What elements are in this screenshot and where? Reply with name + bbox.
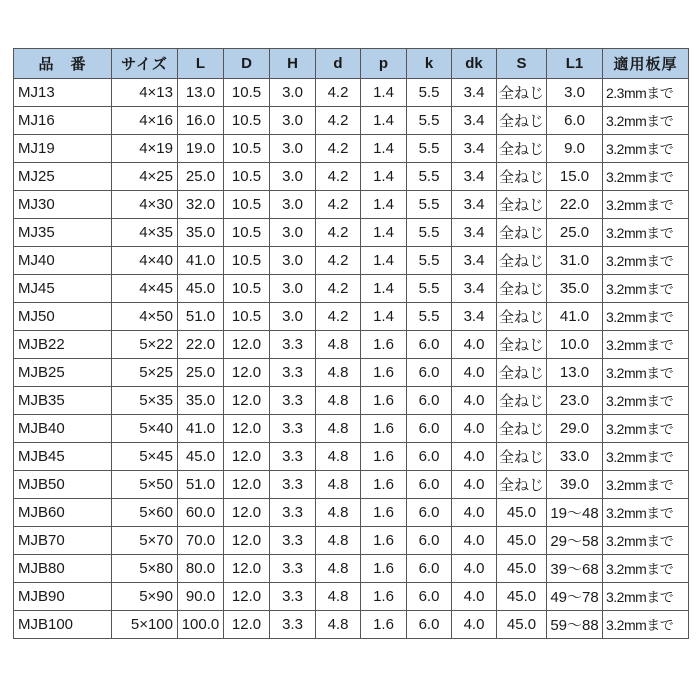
header-dk: dk xyxy=(452,49,497,79)
header-row xyxy=(14,49,689,79)
p-cell: 1.4 xyxy=(361,79,407,107)
L1-cell: 15.0 xyxy=(547,163,603,191)
k-cell: 5.5 xyxy=(407,107,452,135)
plate-thickness-cell: 3.2mmまで xyxy=(603,471,689,499)
d-cell: 4.8 xyxy=(316,415,361,443)
size-cell: 4×35 xyxy=(112,219,178,247)
k-cell: 5.5 xyxy=(407,219,452,247)
p-cell: 1.6 xyxy=(361,387,407,415)
S-cell: 全ねじ xyxy=(497,331,547,359)
size-cell: 5×50 xyxy=(112,471,178,499)
L-cell: 45.0 xyxy=(178,443,224,471)
table-row xyxy=(14,415,689,443)
L1-cell: 39.0 xyxy=(547,471,603,499)
size-cell: 4×45 xyxy=(112,275,178,303)
part-number-cell: MJB90 xyxy=(14,583,112,611)
dk-cell: 3.4 xyxy=(452,191,497,219)
S-cell: 45.0 xyxy=(497,555,547,583)
part-number-cell: MJ40 xyxy=(14,247,112,275)
L1-cell: 29.0 xyxy=(547,415,603,443)
d-cell: 4.8 xyxy=(316,387,361,415)
D-cell: 10.5 xyxy=(224,247,270,275)
dk-cell: 3.4 xyxy=(452,275,497,303)
L-cell: 19.0 xyxy=(178,135,224,163)
dk-cell: 3.4 xyxy=(452,107,497,135)
S-cell: 全ねじ xyxy=(497,135,547,163)
d-cell: 4.8 xyxy=(316,583,361,611)
dk-cell: 3.4 xyxy=(452,219,497,247)
p-cell: 1.4 xyxy=(361,191,407,219)
part-number-cell: MJ45 xyxy=(14,275,112,303)
p-cell: 1.6 xyxy=(361,359,407,387)
plate-thickness-cell: 3.2mmまで xyxy=(603,247,689,275)
part-number-cell: MJ25 xyxy=(14,163,112,191)
table-row xyxy=(14,555,689,583)
part-number-cell: MJ30 xyxy=(14,191,112,219)
part-number-cell: MJB40 xyxy=(14,415,112,443)
size-cell: 4×40 xyxy=(112,247,178,275)
d-cell: 4.2 xyxy=(316,191,361,219)
S-cell: 全ねじ xyxy=(497,219,547,247)
p-cell: 1.6 xyxy=(361,583,407,611)
plate-thickness-cell: 3.2mmまで xyxy=(603,163,689,191)
L1-cell: 23.0 xyxy=(547,387,603,415)
k-cell: 5.5 xyxy=(407,191,452,219)
dk-cell: 4.0 xyxy=(452,499,497,527)
H-cell: 3.0 xyxy=(270,219,316,247)
S-cell: 45.0 xyxy=(497,527,547,555)
size-cell: 4×30 xyxy=(112,191,178,219)
plate-thickness-cell: 3.2mmまで xyxy=(603,275,689,303)
table-row xyxy=(14,527,689,555)
H-cell: 3.0 xyxy=(270,191,316,219)
S-cell: 全ねじ xyxy=(497,415,547,443)
S-cell: 全ねじ xyxy=(497,443,547,471)
L-cell: 80.0 xyxy=(178,555,224,583)
p-cell: 1.4 xyxy=(361,303,407,331)
plate-thickness-cell: 3.2mmまで xyxy=(603,135,689,163)
table-row xyxy=(14,247,689,275)
L1-cell: 35.0 xyxy=(547,275,603,303)
plate-thickness-cell: 3.2mmまで xyxy=(603,387,689,415)
header-L1: L1 xyxy=(547,49,603,79)
table-header xyxy=(14,49,689,79)
D-cell: 12.0 xyxy=(224,611,270,639)
L1-cell: 19～48 xyxy=(547,499,603,527)
d-cell: 4.2 xyxy=(316,219,361,247)
D-cell: 10.5 xyxy=(224,275,270,303)
L-cell: 45.0 xyxy=(178,275,224,303)
spec-table xyxy=(13,48,689,639)
D-cell: 12.0 xyxy=(224,471,270,499)
k-cell: 6.0 xyxy=(407,583,452,611)
L-cell: 41.0 xyxy=(178,415,224,443)
D-cell: 10.5 xyxy=(224,219,270,247)
header-k: k xyxy=(407,49,452,79)
p-cell: 1.6 xyxy=(361,443,407,471)
L-cell: 41.0 xyxy=(178,247,224,275)
L-cell: 22.0 xyxy=(178,331,224,359)
table-row xyxy=(14,387,689,415)
header-D: D xyxy=(224,49,270,79)
k-cell: 5.5 xyxy=(407,163,452,191)
size-cell: 5×45 xyxy=(112,443,178,471)
d-cell: 4.2 xyxy=(316,79,361,107)
S-cell: 全ねじ xyxy=(497,359,547,387)
k-cell: 6.0 xyxy=(407,499,452,527)
L1-cell: 33.0 xyxy=(547,443,603,471)
H-cell: 3.3 xyxy=(270,527,316,555)
d-cell: 4.8 xyxy=(316,359,361,387)
table-body xyxy=(14,79,689,639)
L1-cell: 6.0 xyxy=(547,107,603,135)
plate-thickness-cell: 3.2mmまで xyxy=(603,191,689,219)
plate-thickness-cell: 3.2mmまで xyxy=(603,359,689,387)
plate-thickness-cell: 3.2mmまで xyxy=(603,555,689,583)
D-cell: 12.0 xyxy=(224,331,270,359)
part-number-cell: MJB100 xyxy=(14,611,112,639)
dk-cell: 4.0 xyxy=(452,331,497,359)
header-size: サイズ xyxy=(112,49,178,79)
S-cell: 全ねじ xyxy=(497,79,547,107)
table-row xyxy=(14,163,689,191)
size-cell: 5×22 xyxy=(112,331,178,359)
part-number-cell: MJ16 xyxy=(14,107,112,135)
L-cell: 90.0 xyxy=(178,583,224,611)
dk-cell: 3.4 xyxy=(452,303,497,331)
part-number-cell: MJB80 xyxy=(14,555,112,583)
size-cell: 4×25 xyxy=(112,163,178,191)
plate-thickness-cell: 3.2mmまで xyxy=(603,107,689,135)
part-number-cell: MJB35 xyxy=(14,387,112,415)
L-cell: 100.0 xyxy=(178,611,224,639)
size-cell: 5×35 xyxy=(112,387,178,415)
d-cell: 4.2 xyxy=(316,163,361,191)
L-cell: 32.0 xyxy=(178,191,224,219)
plate-thickness-cell: 3.2mmまで xyxy=(603,499,689,527)
d-cell: 4.2 xyxy=(316,107,361,135)
S-cell: 全ねじ xyxy=(497,107,547,135)
size-cell: 4×50 xyxy=(112,303,178,331)
dk-cell: 4.0 xyxy=(452,471,497,499)
H-cell: 3.0 xyxy=(270,163,316,191)
plate-thickness-cell: 3.2mmまで xyxy=(603,527,689,555)
plate-thickness-cell: 3.2mmまで xyxy=(603,611,689,639)
D-cell: 12.0 xyxy=(224,415,270,443)
dk-cell: 4.0 xyxy=(452,415,497,443)
table-row xyxy=(14,107,689,135)
header-S: S xyxy=(497,49,547,79)
L-cell: 13.0 xyxy=(178,79,224,107)
S-cell: 45.0 xyxy=(497,499,547,527)
plate-thickness-cell: 3.2mmまで xyxy=(603,303,689,331)
dk-cell: 4.0 xyxy=(452,359,497,387)
p-cell: 1.6 xyxy=(361,527,407,555)
k-cell: 6.0 xyxy=(407,415,452,443)
k-cell: 6.0 xyxy=(407,443,452,471)
dk-cell: 3.4 xyxy=(452,135,497,163)
H-cell: 3.0 xyxy=(270,275,316,303)
k-cell: 6.0 xyxy=(407,331,452,359)
part-number-cell: MJB45 xyxy=(14,443,112,471)
part-number-cell: MJB70 xyxy=(14,527,112,555)
D-cell: 12.0 xyxy=(224,555,270,583)
H-cell: 3.0 xyxy=(270,247,316,275)
d-cell: 4.8 xyxy=(316,499,361,527)
header-part-number: 品 番 xyxy=(14,49,112,79)
d-cell: 4.8 xyxy=(316,611,361,639)
size-cell: 5×90 xyxy=(112,583,178,611)
table-row xyxy=(14,303,689,331)
H-cell: 3.3 xyxy=(270,331,316,359)
d-cell: 4.2 xyxy=(316,135,361,163)
H-cell: 3.3 xyxy=(270,471,316,499)
p-cell: 1.6 xyxy=(361,471,407,499)
d-cell: 4.8 xyxy=(316,443,361,471)
size-cell: 4×19 xyxy=(112,135,178,163)
L1-cell: 41.0 xyxy=(547,303,603,331)
dk-cell: 3.4 xyxy=(452,247,497,275)
part-number-cell: MJ19 xyxy=(14,135,112,163)
D-cell: 10.5 xyxy=(224,191,270,219)
H-cell: 3.0 xyxy=(270,303,316,331)
L-cell: 70.0 xyxy=(178,527,224,555)
S-cell: 45.0 xyxy=(497,611,547,639)
D-cell: 10.5 xyxy=(224,79,270,107)
header-p: p xyxy=(361,49,407,79)
table-row xyxy=(14,191,689,219)
plate-thickness-cell: 3.2mmまで xyxy=(603,583,689,611)
H-cell: 3.3 xyxy=(270,555,316,583)
S-cell: 全ねじ xyxy=(497,191,547,219)
k-cell: 6.0 xyxy=(407,359,452,387)
header-d: d xyxy=(316,49,361,79)
d-cell: 4.2 xyxy=(316,247,361,275)
k-cell: 5.5 xyxy=(407,135,452,163)
S-cell: 全ねじ xyxy=(497,303,547,331)
H-cell: 3.3 xyxy=(270,387,316,415)
table-row xyxy=(14,79,689,107)
p-cell: 1.4 xyxy=(361,135,407,163)
d-cell: 4.8 xyxy=(316,471,361,499)
S-cell: 45.0 xyxy=(497,583,547,611)
H-cell: 3.3 xyxy=(270,415,316,443)
size-cell: 5×40 xyxy=(112,415,178,443)
table-row xyxy=(14,359,689,387)
header-L: L xyxy=(178,49,224,79)
size-cell: 5×60 xyxy=(112,499,178,527)
D-cell: 12.0 xyxy=(224,387,270,415)
size-cell: 4×16 xyxy=(112,107,178,135)
part-number-cell: MJ35 xyxy=(14,219,112,247)
part-number-cell: MJ13 xyxy=(14,79,112,107)
d-cell: 4.2 xyxy=(316,275,361,303)
D-cell: 12.0 xyxy=(224,443,270,471)
d-cell: 4.2 xyxy=(316,303,361,331)
L-cell: 51.0 xyxy=(178,303,224,331)
S-cell: 全ねじ xyxy=(497,247,547,275)
L-cell: 51.0 xyxy=(178,471,224,499)
header-plate-thickness: 適用板厚 xyxy=(603,49,689,79)
k-cell: 5.5 xyxy=(407,303,452,331)
p-cell: 1.6 xyxy=(361,415,407,443)
k-cell: 6.0 xyxy=(407,387,452,415)
D-cell: 10.5 xyxy=(224,107,270,135)
D-cell: 10.5 xyxy=(224,135,270,163)
S-cell: 全ねじ xyxy=(497,275,547,303)
p-cell: 1.4 xyxy=(361,247,407,275)
H-cell: 3.0 xyxy=(270,135,316,163)
table-row xyxy=(14,443,689,471)
p-cell: 1.4 xyxy=(361,219,407,247)
header-H: H xyxy=(270,49,316,79)
table-row xyxy=(14,583,689,611)
H-cell: 3.0 xyxy=(270,107,316,135)
d-cell: 4.8 xyxy=(316,527,361,555)
dk-cell: 4.0 xyxy=(452,387,497,415)
H-cell: 3.3 xyxy=(270,499,316,527)
size-cell: 5×70 xyxy=(112,527,178,555)
L1-cell: 29～58 xyxy=(547,527,603,555)
dk-cell: 3.4 xyxy=(452,79,497,107)
k-cell: 5.5 xyxy=(407,275,452,303)
H-cell: 3.3 xyxy=(270,443,316,471)
table-row xyxy=(14,471,689,499)
part-number-cell: MJB25 xyxy=(14,359,112,387)
plate-thickness-cell: 3.2mmまで xyxy=(603,415,689,443)
D-cell: 10.5 xyxy=(224,163,270,191)
p-cell: 1.4 xyxy=(361,107,407,135)
D-cell: 12.0 xyxy=(224,583,270,611)
D-cell: 12.0 xyxy=(224,527,270,555)
p-cell: 1.4 xyxy=(361,163,407,191)
p-cell: 1.6 xyxy=(361,555,407,583)
dk-cell: 4.0 xyxy=(452,443,497,471)
table-row xyxy=(14,219,689,247)
d-cell: 4.8 xyxy=(316,331,361,359)
L-cell: 25.0 xyxy=(178,359,224,387)
k-cell: 6.0 xyxy=(407,527,452,555)
H-cell: 3.3 xyxy=(270,611,316,639)
S-cell: 全ねじ xyxy=(497,471,547,499)
p-cell: 1.4 xyxy=(361,275,407,303)
D-cell: 10.5 xyxy=(224,303,270,331)
part-number-cell: MJ50 xyxy=(14,303,112,331)
k-cell: 5.5 xyxy=(407,247,452,275)
table-row xyxy=(14,499,689,527)
L1-cell: 3.0 xyxy=(547,79,603,107)
table-row xyxy=(14,275,689,303)
dk-cell: 4.0 xyxy=(452,555,497,583)
L1-cell: 22.0 xyxy=(547,191,603,219)
H-cell: 3.3 xyxy=(270,359,316,387)
plate-thickness-cell: 2.3mmまで xyxy=(603,79,689,107)
p-cell: 1.6 xyxy=(361,499,407,527)
plate-thickness-cell: 3.2mmまで xyxy=(603,443,689,471)
dk-cell: 4.0 xyxy=(452,527,497,555)
d-cell: 4.8 xyxy=(316,555,361,583)
part-number-cell: MJB50 xyxy=(14,471,112,499)
H-cell: 3.3 xyxy=(270,583,316,611)
L-cell: 60.0 xyxy=(178,499,224,527)
L-cell: 35.0 xyxy=(178,219,224,247)
table-row xyxy=(14,331,689,359)
L1-cell: 10.0 xyxy=(547,331,603,359)
p-cell: 1.6 xyxy=(361,611,407,639)
dk-cell: 4.0 xyxy=(452,583,497,611)
L-cell: 16.0 xyxy=(178,107,224,135)
L1-cell: 49～78 xyxy=(547,583,603,611)
p-cell: 1.6 xyxy=(361,331,407,359)
L1-cell: 39～68 xyxy=(547,555,603,583)
k-cell: 6.0 xyxy=(407,611,452,639)
L-cell: 35.0 xyxy=(178,387,224,415)
L1-cell: 31.0 xyxy=(547,247,603,275)
k-cell: 6.0 xyxy=(407,555,452,583)
part-number-cell: MJB22 xyxy=(14,331,112,359)
L1-cell: 59～88 xyxy=(547,611,603,639)
L-cell: 25.0 xyxy=(178,163,224,191)
plate-thickness-cell: 3.2mmまで xyxy=(603,219,689,247)
dk-cell: 4.0 xyxy=(452,611,497,639)
k-cell: 6.0 xyxy=(407,471,452,499)
size-cell: 4×13 xyxy=(112,79,178,107)
L1-cell: 9.0 xyxy=(547,135,603,163)
part-number-cell: MJB60 xyxy=(14,499,112,527)
D-cell: 12.0 xyxy=(224,499,270,527)
H-cell: 3.0 xyxy=(270,79,316,107)
dk-cell: 3.4 xyxy=(452,163,497,191)
plate-thickness-cell: 3.2mmまで xyxy=(603,331,689,359)
S-cell: 全ねじ xyxy=(497,163,547,191)
S-cell: 全ねじ xyxy=(497,387,547,415)
L1-cell: 13.0 xyxy=(547,359,603,387)
L1-cell: 25.0 xyxy=(547,219,603,247)
table-row xyxy=(14,135,689,163)
size-cell: 5×25 xyxy=(112,359,178,387)
k-cell: 5.5 xyxy=(407,79,452,107)
size-cell: 5×100 xyxy=(112,611,178,639)
size-cell: 5×80 xyxy=(112,555,178,583)
table-row xyxy=(14,611,689,639)
D-cell: 12.0 xyxy=(224,359,270,387)
